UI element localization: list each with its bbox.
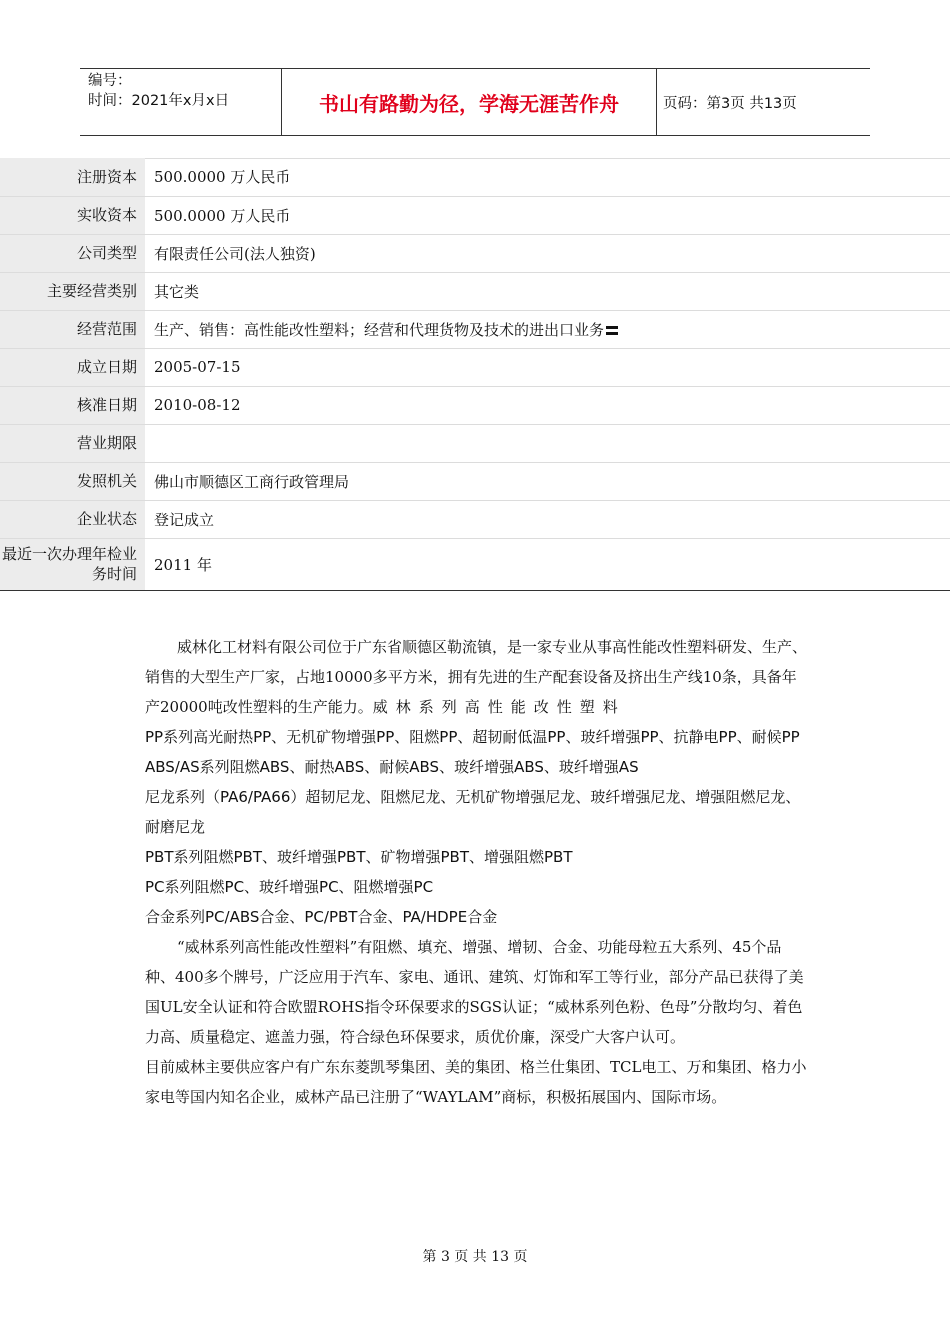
row-key: 发照机关 — [0, 462, 145, 500]
row-key: 核准日期 — [0, 386, 145, 424]
table-row — [0, 310, 950, 348]
table-row — [0, 158, 950, 196]
row-value: 2005-07-15 — [145, 348, 950, 386]
intro-text: 威林化工材料有限公司位于广东省顺德区勒流镇，是一家专业从事高性能改性塑料研发、生产、销售的大型生产厂家，占地10000多平方米，拥有先进的生产配套设备及挤出生产线10条，具备年产20000吨改性塑料的生产能力。 — [145, 638, 808, 716]
features-paragraph: “威林系列高性能改性塑料”有阻燃、填充、增强、增韧、合金、功能母粒五大系列、45个品种、400多个牌号，广泛应用于汽车、家电、通讯、建筑、灯饰和军工等行业，部分产品已获得了美国UL安全认证和符合欧盟ROHS指令环保要求的SGS认证；“威林系列色粉、色母”分散均匀、着色力高、质量稳定、遮盖力强，符合绿色环保要求，质优价廉，深受广大客户认可。 — [145, 938, 804, 1046]
row-value: 佛山市顺德区工商行政管理局 — [145, 462, 950, 500]
table-row — [0, 500, 950, 538]
company-info-table — [0, 158, 950, 591]
page-header — [80, 68, 870, 136]
row-value: 有限责任公司(法人独资) — [145, 234, 950, 272]
table-row — [0, 196, 950, 234]
table-row — [0, 348, 950, 386]
header-meta — [80, 69, 282, 135]
header-motto: 书山有路勤为径，学海无涯苦作舟 — [282, 69, 657, 135]
table-row — [0, 424, 950, 462]
number-label: 编号： — [88, 73, 132, 89]
product-line-pc: PC系列阻燃PC、玻纤增强PC、阻燃增强PC — [145, 878, 434, 896]
row-value: 其它类 — [145, 272, 950, 310]
table-row — [0, 386, 950, 424]
row-key: 成立日期 — [0, 348, 145, 386]
row-value: 登记成立 — [145, 500, 950, 538]
page-footer: 第 3 页 共 13 页 — [422, 1249, 528, 1265]
table-row — [0, 234, 950, 272]
row-value: 500.0000 万人民币 — [145, 196, 950, 234]
header-page-number: 页码：第3页 共13页 — [663, 95, 797, 112]
customers-paragraph: 目前威林主要供应客户有广东东菱凯琴集团、美的集团、格兰仕集团、TCL电工、万和集团、格力小家电等国内知名企业，威林产品已注册了“WAYLAM”商标，积极拓展国内、国际市场。 — [145, 1058, 807, 1106]
business-scope-text: 生产、销售：高性能改性塑料；经营和代理货物及技术的进出口业务 — [154, 320, 605, 339]
table-row — [0, 272, 950, 310]
table-row — [0, 462, 950, 500]
product-line-nylon: 尼龙系列（PA6/PA66）超韧尼龙、阻燃尼龙、无机矿物增强尼龙、玻纤增强尼龙、增强阻燃尼龙、耐磨尼龙 — [145, 788, 801, 836]
product-line-pbt: PBT系列阻燃PBT、玻纤增强PBT、矿物增强PBT、增强阻燃PBT — [145, 848, 573, 866]
row-key: 公司类型 — [0, 234, 145, 272]
intro-paragraph — [145, 632, 810, 722]
row-value: 2011 年 — [145, 538, 950, 590]
row-key: 经营范围 — [0, 310, 145, 348]
product-line-pp: PP系列高光耐热PP、无机矿物增强PP、阻燃PP、超韧耐低温PP、玻纤增强PP、抗静电PP、耐候PP — [145, 728, 800, 746]
product-line-abs: ABS/AS系列阻燃ABS、耐热ABS、耐候ABS、玻纤增强ABS、玻纤增强AS — [145, 758, 639, 776]
row-key: 注册资本 — [0, 158, 145, 196]
table-row — [0, 538, 950, 590]
row-key: 营业期限 — [0, 424, 145, 462]
product-line-alloy: 合金系列PC/ABS合金、PC/PBT合金、PA/HDPE合金 — [145, 908, 498, 926]
company-description — [145, 632, 810, 1112]
row-key-text: 最近一次办理年检业务时间 — [1, 545, 137, 583]
row-value: 500.0000 万人民币 — [145, 158, 950, 196]
series-heading: 威林系列高性能改性塑料 — [372, 698, 626, 716]
row-key — [0, 538, 145, 590]
row-value — [145, 310, 950, 348]
row-value: 2010-08-12 — [145, 386, 950, 424]
continuation-marker-icon — [606, 326, 618, 335]
row-value — [145, 424, 950, 462]
row-key: 主要经营类别 — [0, 272, 145, 310]
row-key: 企业状态 — [0, 500, 145, 538]
row-key: 实收资本 — [0, 196, 145, 234]
time-label: 时间：2021年x月x日 — [88, 93, 230, 109]
